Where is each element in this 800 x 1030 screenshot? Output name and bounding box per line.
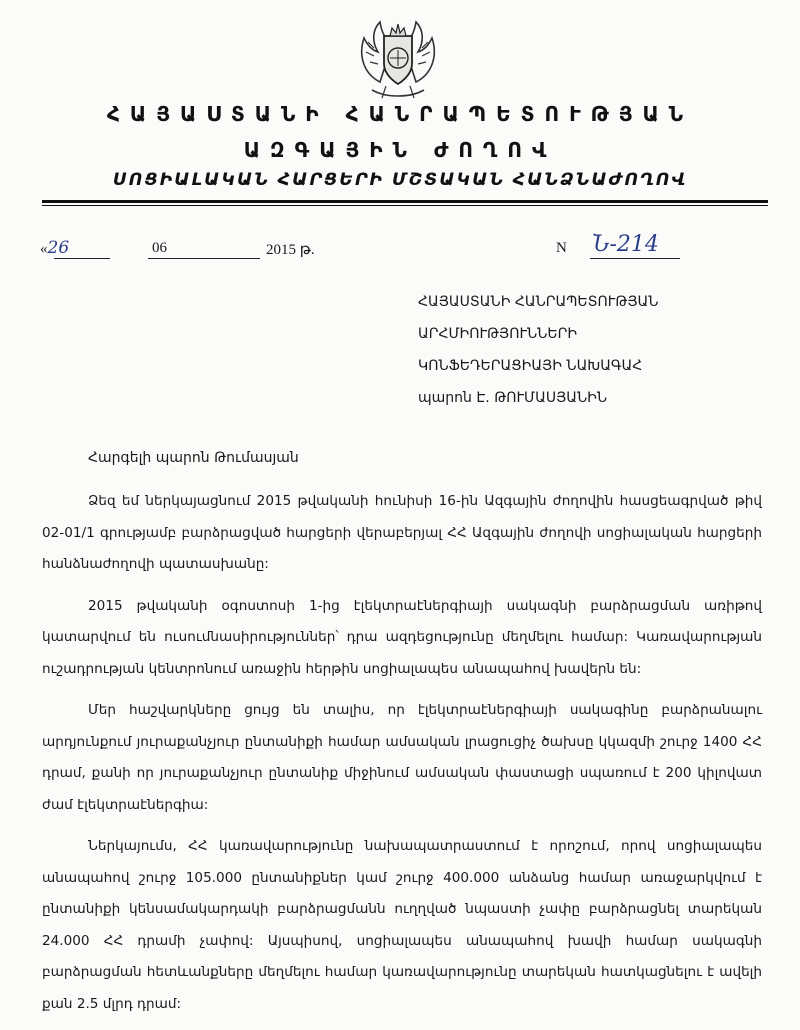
header-title-line2: ԱԶԳԱՅԻՆ ԺՈՂՈՎ [243, 138, 557, 162]
body-paragraph-4: Ներկայումս, ՀՀ կառավարությունը նախապատրաստում է որոշում, որով սոցիալապես անապահով շուրջ 105.000 ընտանիքներ կամ շուրջ 400.000 անձանց համար առաջարկվում է ընտանիքի կենսամակարդակի բարձրացմանն ուղղված նպաստի չափը բարձրացնել տարեկան 24.000 ՀՀ դրամի չափով: Այսպիսով, սոցիալապես անապահով խավի համար սակագնի բարձրացման հետևանքները մեղմելու համար կառավարությունը տարեկան հատկացնելու է ավելի քան 2.5 մլրդ դրամ: [42, 838, 762, 1012]
header-title-line1: ՀԱՅԱՍՏԱՆԻ ՀԱՆՐԱՊԵՏՈՒԹՅԱՆ [106, 102, 694, 126]
letter-body [42, 486, 762, 1030]
body-paragraph-1: Ձեզ եմ ներկայացնում 2015 թվականի հունիսի 16-ին Ազգային ժողովին հասցեագրված թիվ 02-01/1 գրությամբ բարձրացված հարցերի վերաբերյալ ՀՀ Ազգային ժողովի սոցիալական հարցերի հանձնաժողովի պատասխանը: [42, 493, 762, 572]
header-divider-thin [42, 205, 768, 206]
date-day-value: 26 [47, 238, 70, 258]
document-number-value: Ն-214 [592, 232, 659, 257]
body-paragraph-2: 2015 թվականի օգոստոսի 1-ից էլեկտրաէներգիայի սակագնի բարձրացման առիթով կատարվում են ուսումնասիրություններ՝ դրա ազդեցությունը մեղմելու համար: Կառավարության ուշադրության կենտրոնում առաջին հերթին սոցիալապես անապահով խավերն են: [42, 597, 762, 677]
date-day [40, 238, 69, 258]
date-month: 06 [152, 240, 167, 256]
addressee-line2: ԱՐՀՄԻՈՒԹՅՈՒՆՆԵՐԻ [418, 326, 578, 342]
date-open-quote: « [40, 241, 48, 257]
document-number-label: N [556, 240, 567, 256]
addressee-line1: ՀԱՅԱՍՏԱՆԻ ՀԱՆՐԱՊԵՏՈՒԹՅԱՆ [418, 294, 659, 310]
salutation: Հարգելի պարոն Թումասյան [88, 450, 299, 466]
addressee-line3: ԿՈՆՖԵԴԵՐԱՑԻԱՅԻ ՆԱԽԱԳԱՀ [418, 358, 643, 374]
date-number-row [40, 232, 760, 268]
date-month-underline [148, 258, 260, 259]
document-number-underline [590, 258, 680, 259]
addressee-block [418, 286, 658, 414]
addressee-line4: պարոն Է. ԹՈՒՄԱՍՅԱՆԻՆ [418, 390, 608, 406]
header-committee-name: ՍՈՑԻԱԼԱԿԱՆ ՀԱՐՑԵՐԻ ՄՇՏԱԿԱՆ ՀԱՆՁՆԱԺՈՂՈՎ [112, 170, 688, 190]
date-day-underline [54, 258, 110, 259]
date-year: 2015 թ. [266, 242, 315, 258]
body-paragraph-3: Մեր հաշվարկները ցույց են տալիս, որ էլեկտրաէներգիայի սակագինը բարձրանալու արդյունքում յուրաքանչյուր ընտանիքի համար ամսական լրացուցիչ ծախսը կկազմի շուրջ 1400 ՀՀ դրամ, քանի որ յուրաքանչյուր ընտանիք միջինում ամսական փաստացի սպառում է 200 կիլովատ ժամ էլեկտրաէներգիա: [42, 702, 762, 813]
coat-of-arms-icon [350, 12, 446, 104]
header-divider-thick [42, 200, 768, 203]
